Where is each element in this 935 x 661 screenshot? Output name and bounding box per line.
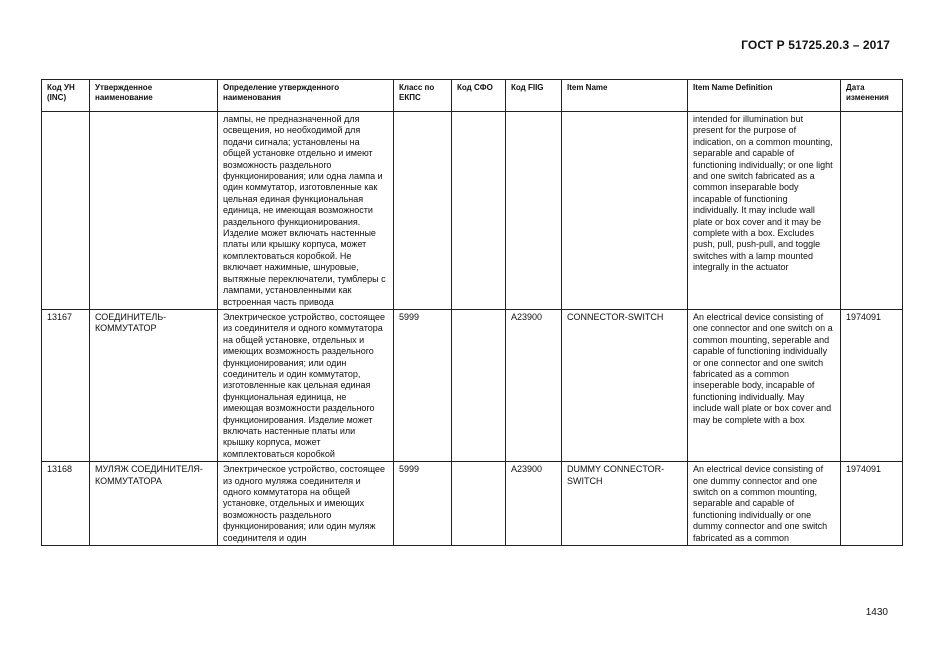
cell-sfo bbox=[452, 309, 506, 461]
cell-ekps: 5999 bbox=[394, 462, 452, 546]
cell-date: 1974091 bbox=[841, 309, 903, 461]
cell-name-ru: МУЛЯЖ СОЕДИНИТЕЛЯ-КОММУТАТОРА bbox=[90, 462, 218, 546]
table-row bbox=[42, 112, 903, 310]
cell-fiig bbox=[506, 112, 562, 310]
page-number: 1430 bbox=[865, 607, 888, 618]
cell-name-ru: СОЕДИНИТЕЛЬ-КОММУТАТОР bbox=[90, 309, 218, 461]
cell-definition-ru: Электрическое устройство, состоящее из соединителя и одного коммутатора на общей установке, отдельных и имеющих возможность раздельного функционирования; или один соединитель и один коммутатор, изготовленные как цельная единая функциональная единица, не имеющая возможности раздельного функционирования. Изделие может включать настенные платы или крышку корпуса, может комплектоваться коробкой bbox=[218, 309, 394, 461]
header-sfo: Код СФО bbox=[452, 80, 506, 112]
cell-item-name: DUMMY CONNECTOR-SWITCH bbox=[562, 462, 688, 546]
header-item-name-definition: Item Name Definition bbox=[688, 80, 841, 112]
cell-definition-ru: Электрическое устройство, состоящее из одного муляжа соединителя и одного коммутатора на общей установке, отдельных и имеющих возможность раздельного функционирования; или один муляж соединителя и один bbox=[218, 462, 394, 546]
document-title: ГОСТ Р 51725.20.3 – 2017 bbox=[741, 38, 890, 52]
cell-date bbox=[841, 112, 903, 310]
cell-name-ru bbox=[90, 112, 218, 310]
header-fiig: Код FIIG bbox=[506, 80, 562, 112]
cell-ekps bbox=[394, 112, 452, 310]
cell-definition-en: An electrical device consisting of one connector and one switch on a common mounting, seperable and capable of functioning individually or one connector and one switch fabricated as a common inseperable body, incapable of functioning individually. May include wall plate or box cover and may be complete with a box bbox=[688, 309, 841, 461]
cell-item-name bbox=[562, 112, 688, 310]
cell-fiig: A23900 bbox=[506, 462, 562, 546]
table-row bbox=[42, 462, 903, 546]
table-row bbox=[42, 309, 903, 461]
cell-definition-ru: лампы, не предназначенной для освещения, но необходимой для подачи сигнала; установлены на общей установке отдельно и имеют возможность раздельного функционирования; или одна лампа и один коммутатор, изготовленные как цельная единая функциональная единица, не имеющая возможности раздельного функционирования. Изделие может включать настенные платы или крышку корпуса, может комплектоваться коробкой. Не включает нажимные, шнуровые, вытяжные переключатели, тумблеры с лампами, установленными как встроенная часть привода bbox=[218, 112, 394, 310]
header-ekps: Класс по ЕКПС bbox=[394, 80, 452, 112]
cell-definition-en: An electrical device consisting of one dummy connector and one switch on a common mounting, separable and capable of functioning individually or one dummy connector and one switch fabricated as a common bbox=[688, 462, 841, 546]
cell-inc: 13168 bbox=[42, 462, 90, 546]
cell-sfo bbox=[452, 112, 506, 310]
cell-ekps: 5999 bbox=[394, 309, 452, 461]
cell-fiig: A23900 bbox=[506, 309, 562, 461]
cell-inc: 13167 bbox=[42, 309, 90, 461]
header-inc: Код УН (INC) bbox=[42, 80, 90, 112]
header-item-name: Item Name bbox=[562, 80, 688, 112]
cell-definition-en: intended for illumination but present for the purpose of indication, on a common mounting, separable and capable of functioning individually; or one light and one switch fabricated as a common inseparable body incapable of functioning individually. It may include wall plate or box cover and it may be complete with a box. Excludes push, pull, push-pull, and toggle switches with a lamp mounted integrally in the actuator bbox=[688, 112, 841, 310]
cell-date: 1974091 bbox=[841, 462, 903, 546]
catalog-table bbox=[41, 79, 903, 546]
header-definition-ru: Определение утвержденного наименования bbox=[218, 80, 394, 112]
header-date: Дата изменения bbox=[841, 80, 903, 112]
cell-item-name: CONNECTOR-SWITCH bbox=[562, 309, 688, 461]
cell-inc bbox=[42, 112, 90, 310]
table-header-row bbox=[42, 80, 903, 112]
cell-sfo bbox=[452, 462, 506, 546]
header-name-ru: Утвержденное наименование bbox=[90, 80, 218, 112]
